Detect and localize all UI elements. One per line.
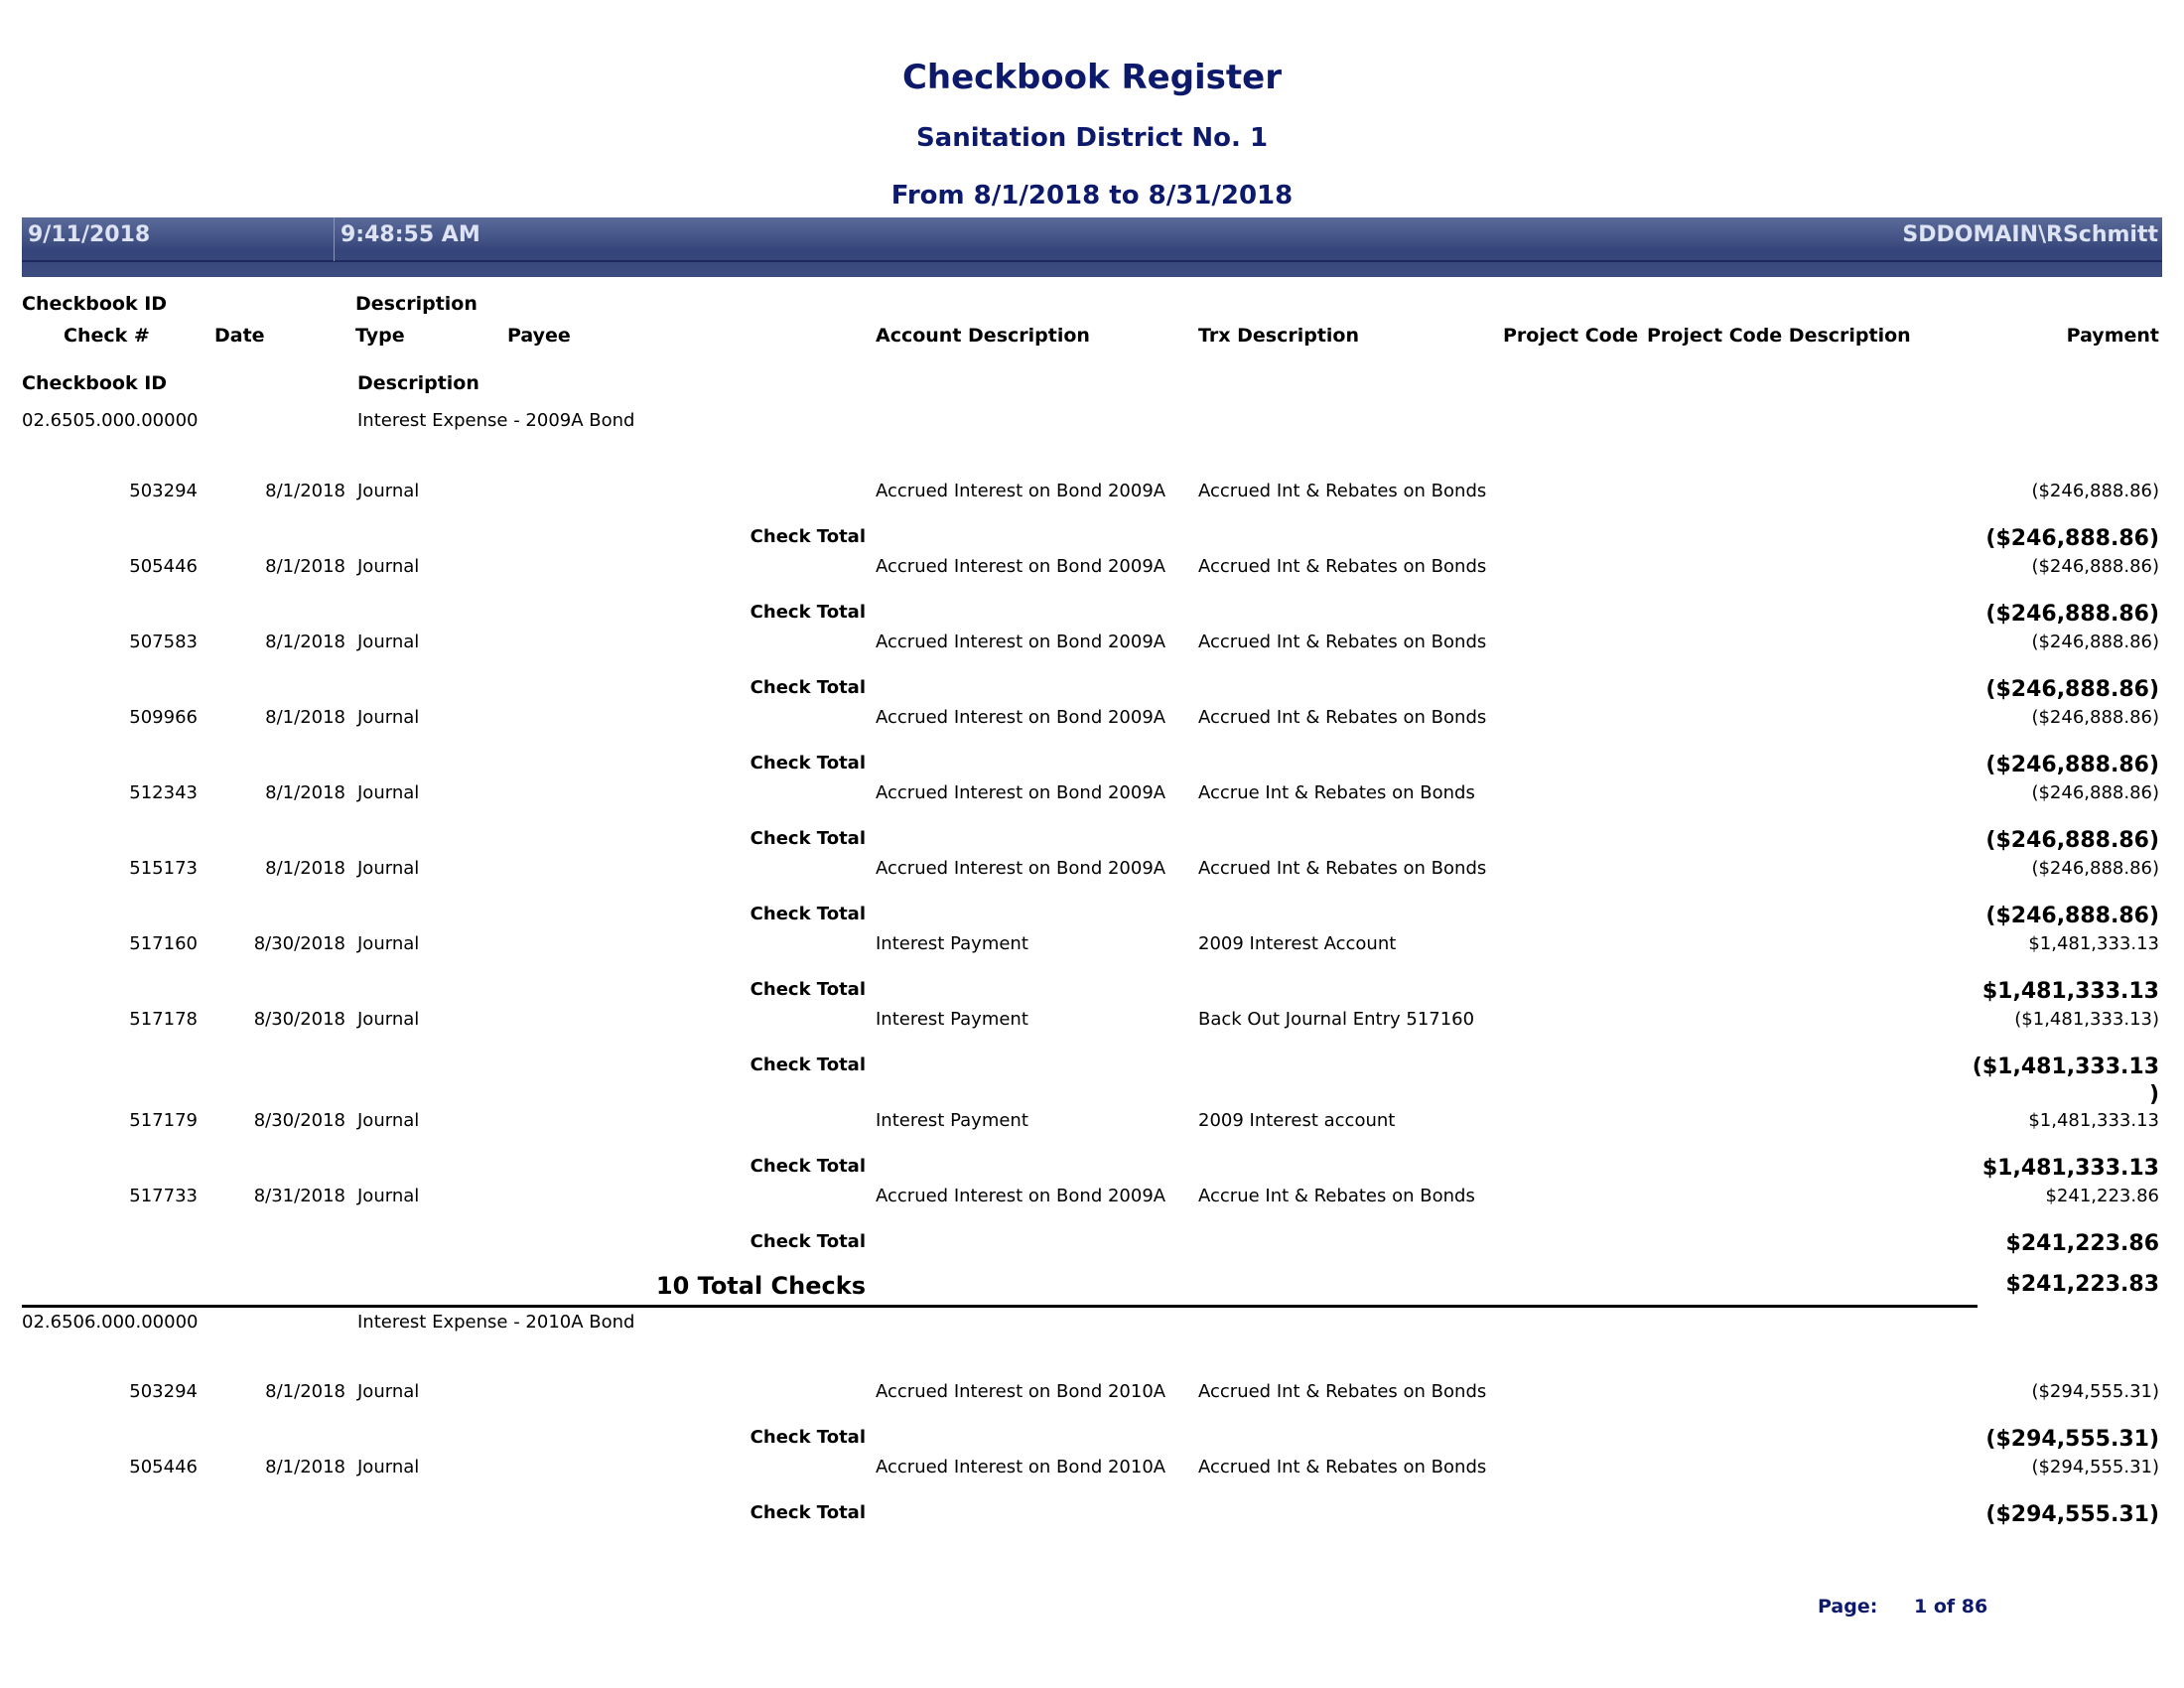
group-checkbook-id: 02.6505.000.00000 xyxy=(22,410,199,431)
group-description: Interest Expense - 2010A Bond xyxy=(357,1312,635,1333)
trx-description: Accrued Int & Rebates on Bonds xyxy=(1198,858,1487,879)
check-number: 503294 xyxy=(129,1381,198,1402)
check-total-amount: ($246,888.86) xyxy=(1985,904,2159,928)
check-total-label: Check Total xyxy=(750,526,866,547)
account-description: Accrued Interest on Bond 2010A xyxy=(876,1457,1166,1477)
check-number: 503294 xyxy=(129,481,198,501)
check-type: Journal xyxy=(357,933,420,954)
check-total-amount: ($294,555.31) xyxy=(1985,1502,2159,1527)
check-number: 517179 xyxy=(129,1110,198,1131)
check-date: 8/1/2018 xyxy=(265,1381,345,1402)
group-total-label: 10 Total Checks xyxy=(655,1272,866,1300)
trx-description: Back Out Journal Entry 517160 xyxy=(1198,1009,1475,1030)
check-total-label: Check Total xyxy=(750,904,866,924)
check-total-label: Check Total xyxy=(750,1502,866,1523)
group-description: Interest Expense - 2009A Bond xyxy=(357,410,635,431)
check-type: Journal xyxy=(357,1381,420,1402)
group-header-checkbook-id: Checkbook ID xyxy=(22,372,168,394)
check-number: 515173 xyxy=(129,858,198,879)
report-date-range: From 8/1/2018 to 8/31/2018 xyxy=(890,181,1294,211)
payment-amount: ($294,555.31) xyxy=(2031,1457,2159,1477)
check-total-label: Check Total xyxy=(750,1156,866,1177)
account-description: Accrued Interest on Bond 2009A xyxy=(876,481,1166,501)
check-type: Journal xyxy=(357,858,420,879)
check-type: Journal xyxy=(357,1457,420,1477)
trx-description: 2009 Interest account xyxy=(1198,1110,1396,1131)
page-label: Page: xyxy=(1818,1596,1878,1618)
check-type: Journal xyxy=(357,556,420,577)
check-date: 8/1/2018 xyxy=(265,1457,345,1477)
payment-amount: ($246,888.86) xyxy=(2031,632,2159,652)
account-description: Accrued Interest on Bond 2009A xyxy=(876,556,1166,577)
payment-amount: ($246,888.86) xyxy=(2031,782,2159,803)
payment-amount: ($1,481,333.13) xyxy=(2014,1009,2159,1030)
account-description: Accrued Interest on Bond 2009A xyxy=(876,782,1166,803)
account-description: Accrued Interest on Bond 2009A xyxy=(876,1186,1166,1206)
check-type: Journal xyxy=(357,632,420,652)
check-type: Journal xyxy=(357,707,420,728)
run-date: 9/11/2018 xyxy=(28,222,151,247)
check-total-amount: $241,223.86 xyxy=(2005,1231,2159,1256)
check-total-label: Check Total xyxy=(750,677,866,698)
col-project-code: Project Code xyxy=(1503,325,1639,347)
check-date: 8/1/2018 xyxy=(265,782,345,803)
check-number: 512343 xyxy=(129,782,198,803)
check-date: 8/1/2018 xyxy=(265,632,345,652)
check-total-amount: $1,481,333.13 xyxy=(1981,979,2159,1004)
group-header-description: Description xyxy=(357,372,479,394)
trx-description: 2009 Interest Account xyxy=(1198,933,1397,954)
account-description: Accrued Interest on Bond 2010A xyxy=(876,1381,1166,1402)
col-date: Date xyxy=(214,325,265,347)
account-description: Interest Payment xyxy=(876,1009,1028,1030)
check-total-amount: ($246,888.86) xyxy=(1985,677,2159,702)
check-total-amount: ($246,888.86) xyxy=(1985,602,2159,627)
check-total-label: Check Total xyxy=(750,1427,866,1448)
col-payment: Payment xyxy=(2066,325,2159,347)
group-total-amount: $241,223.83 xyxy=(2005,1272,2159,1297)
check-number: 509966 xyxy=(129,707,198,728)
group-checkbook-id: 02.6506.000.00000 xyxy=(22,1312,199,1333)
check-total-amount-wrap: ) xyxy=(2148,1082,2159,1107)
check-total-label: Check Total xyxy=(750,979,866,1000)
account-description: Interest Payment xyxy=(876,1110,1028,1131)
col-description: Description xyxy=(355,293,478,315)
check-total-amount: ($1,481,333.13 xyxy=(1972,1055,2159,1079)
check-total-label: Check Total xyxy=(750,753,866,774)
check-number: 517178 xyxy=(129,1009,198,1030)
col-checkbook-id: Checkbook ID xyxy=(22,293,168,315)
check-type: Journal xyxy=(357,1110,420,1131)
payment-amount: $241,223.86 xyxy=(2045,1186,2159,1206)
check-date: 8/1/2018 xyxy=(265,556,345,577)
col-trx-description: Trx Description xyxy=(1198,325,1360,347)
header-bar-separator xyxy=(334,217,335,261)
run-user: SDDOMAIN\RSchmitt xyxy=(1902,222,2158,247)
check-date: 8/1/2018 xyxy=(265,481,345,501)
col-check-number: Check # xyxy=(64,325,150,347)
trx-description: Accrued Int & Rebates on Bonds xyxy=(1198,481,1487,501)
payment-amount: $1,481,333.13 xyxy=(2028,1110,2159,1131)
check-date: 8/1/2018 xyxy=(265,707,345,728)
col-account-description: Account Description xyxy=(876,325,1090,347)
trx-description: Accrued Int & Rebates on Bonds xyxy=(1198,707,1487,728)
trx-description: Accrued Int & Rebates on Bonds xyxy=(1198,556,1487,577)
payment-amount: ($246,888.86) xyxy=(2031,556,2159,577)
check-date: 8/30/2018 xyxy=(253,1110,345,1131)
check-type: Journal xyxy=(357,1186,420,1206)
check-total-label: Check Total xyxy=(750,1231,866,1252)
col-project-code-description: Project Code Description xyxy=(1647,325,1911,347)
trx-description: Accrue Int & Rebates on Bonds xyxy=(1198,782,1475,803)
check-date: 8/1/2018 xyxy=(265,858,345,879)
group-total-rule xyxy=(22,1305,1978,1308)
account-description: Interest Payment xyxy=(876,933,1028,954)
check-type: Journal xyxy=(357,481,420,501)
trx-description: Accrued Int & Rebates on Bonds xyxy=(1198,1457,1487,1477)
check-date: 8/30/2018 xyxy=(253,933,345,954)
check-number: 517160 xyxy=(129,933,198,954)
check-total-label: Check Total xyxy=(750,828,866,849)
check-total-amount: $1,481,333.13 xyxy=(1981,1156,2159,1181)
account-description: Accrued Interest on Bond 2009A xyxy=(876,858,1166,879)
check-total-label: Check Total xyxy=(750,602,866,623)
col-type: Type xyxy=(355,325,405,347)
trx-description: Accrued Int & Rebates on Bonds xyxy=(1198,1381,1487,1402)
check-number: 507583 xyxy=(129,632,198,652)
check-number: 505446 xyxy=(129,556,198,577)
run-time: 9:48:55 AM xyxy=(341,222,480,247)
check-total-amount: ($246,888.86) xyxy=(1985,828,2159,853)
col-payee: Payee xyxy=(507,325,571,347)
check-number: 505446 xyxy=(129,1457,198,1477)
payment-amount: ($246,888.86) xyxy=(2031,707,2159,728)
report-title: Checkbook Register xyxy=(901,58,1283,97)
report-district: Sanitation District No. 1 xyxy=(915,123,1269,153)
payment-amount: ($294,555.31) xyxy=(2031,1381,2159,1402)
payment-amount: ($246,888.86) xyxy=(2031,481,2159,501)
check-total-amount: ($294,555.31) xyxy=(1985,1427,2159,1452)
page-number: 1 of 86 xyxy=(1914,1596,1988,1618)
payment-amount: $1,481,333.13 xyxy=(2028,933,2159,954)
payment-amount: ($246,888.86) xyxy=(2031,858,2159,879)
trx-description: Accrued Int & Rebates on Bonds xyxy=(1198,632,1487,652)
check-total-label: Check Total xyxy=(750,1055,866,1075)
account-description: Accrued Interest on Bond 2009A xyxy=(876,707,1166,728)
check-date: 8/31/2018 xyxy=(253,1186,345,1206)
header-bar-divider xyxy=(22,260,2162,262)
check-number: 517733 xyxy=(129,1186,198,1206)
check-type: Journal xyxy=(357,1009,420,1030)
check-total-amount: ($246,888.86) xyxy=(1985,753,2159,777)
trx-description: Accrue Int & Rebates on Bonds xyxy=(1198,1186,1475,1206)
check-date: 8/30/2018 xyxy=(253,1009,345,1030)
check-type: Journal xyxy=(357,782,420,803)
check-total-amount: ($246,888.86) xyxy=(1985,526,2159,551)
account-description: Accrued Interest on Bond 2009A xyxy=(876,632,1166,652)
